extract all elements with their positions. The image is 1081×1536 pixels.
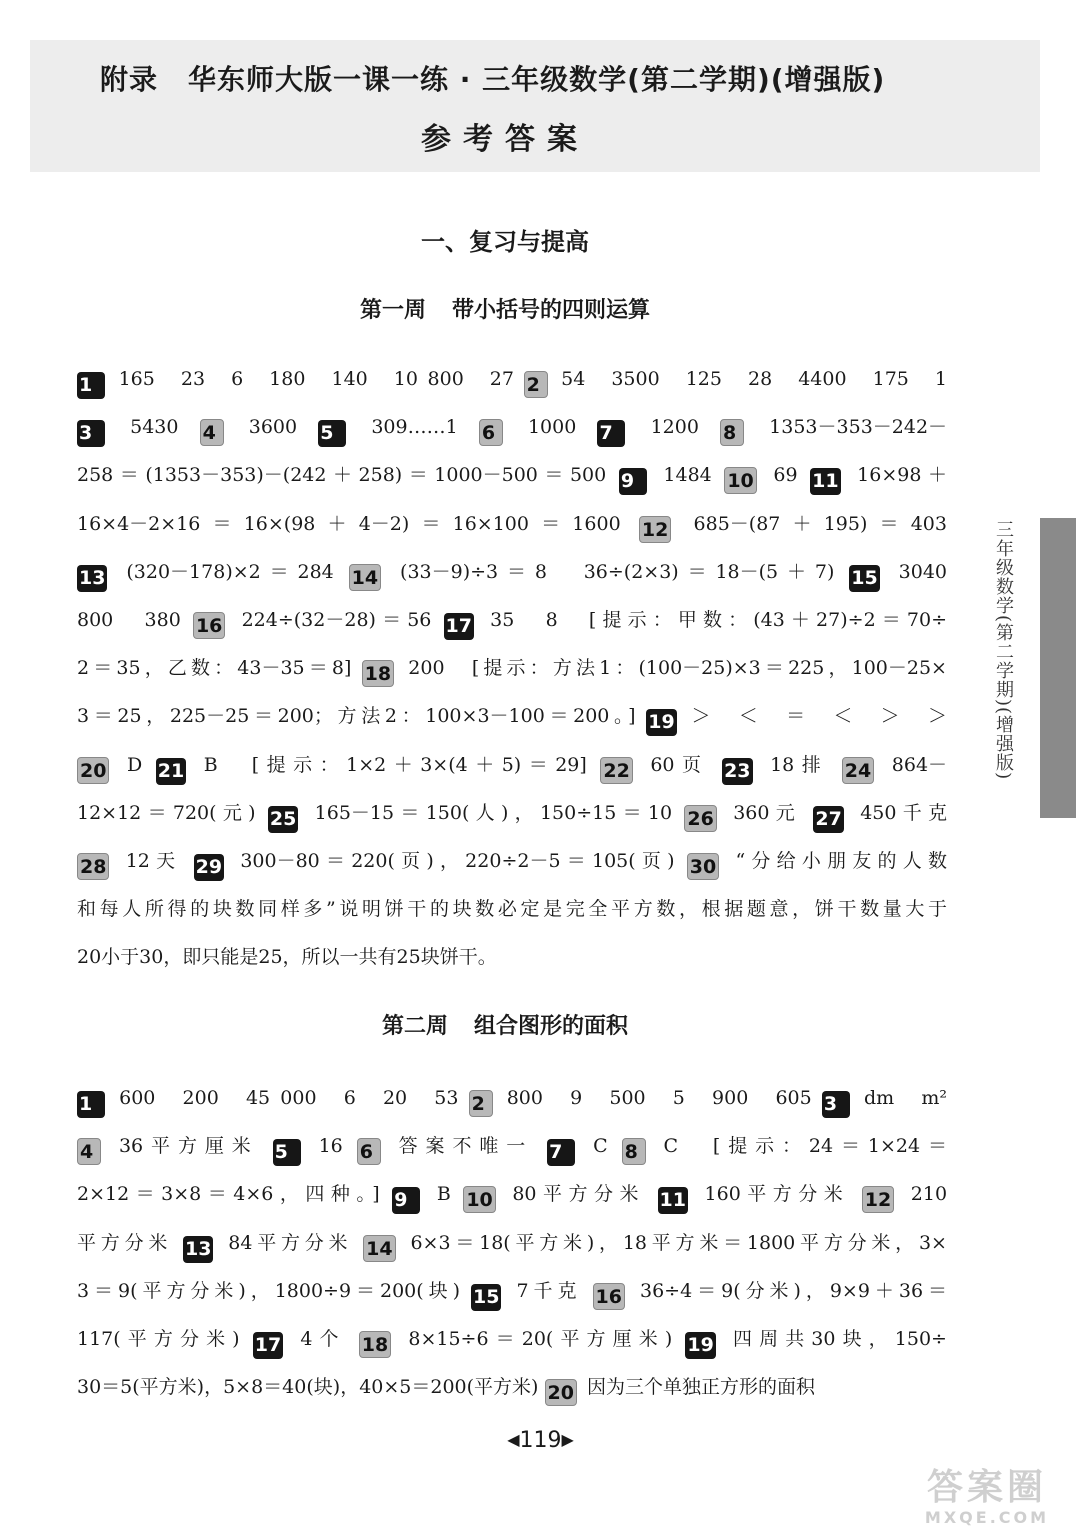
answer-line — [77, 548, 947, 596]
answer-text: 258＝(1353－353)－(242＋258)＝1000－500＝500 — [77, 464, 607, 487]
answer-text: 12×12＝720(元) — [77, 801, 256, 824]
answer-line — [77, 1315, 947, 1363]
answer-text: 35 8 [提示：甲数：(43＋27)÷2＝70÷ — [490, 608, 947, 631]
answer-text: 1484 — [663, 464, 712, 487]
question-number-badge: 2 — [469, 1090, 493, 1117]
answer-text: 450千克 — [860, 801, 948, 824]
question-number-badge: 27 — [813, 806, 843, 833]
answer-text: 160平方分米 — [704, 1183, 850, 1206]
question-number-badge: 9 — [392, 1187, 420, 1214]
answer-text: “分给小朋友的人数 — [735, 849, 947, 872]
watermark — [902, 1468, 1072, 1530]
answer-line — [77, 644, 947, 692]
question-number-badge: 20 — [77, 757, 109, 784]
question-number-badge: 18 — [359, 1331, 391, 1358]
side-tab — [1040, 518, 1076, 818]
question-number-badge: 2 — [524, 371, 548, 398]
appendix-label: 附录 — [100, 63, 159, 96]
question-number-badge: 14 — [363, 1235, 395, 1262]
answer-line — [77, 451, 947, 499]
question-number-badge: 5 — [273, 1139, 301, 1166]
answer-text: 117(平方分米) — [77, 1327, 240, 1350]
answer-text: B [提示：1×2＋3×(4＋5)＝29] — [203, 753, 587, 776]
week1-label: 第一周 — [359, 298, 426, 323]
question-number-badge: 3 — [822, 1091, 850, 1118]
answer-text: 36÷4＝9(分米)，9×9＋36＝ — [639, 1279, 948, 1302]
answer-text: 16×4－2×16＝16×(98＋4－2)＝16×100＝1600 — [77, 512, 621, 535]
question-number-badge: 14 — [349, 564, 381, 591]
answer-line — [77, 885, 947, 933]
question-number-badge: 28 — [77, 853, 109, 880]
answer-text: 答案不唯一 — [398, 1135, 534, 1158]
page-number — [470, 1422, 611, 1458]
answer-line — [77, 933, 947, 981]
answer-text: 360元 — [733, 801, 802, 824]
question-number-badge: 26 — [684, 805, 716, 832]
answer-line — [77, 403, 947, 451]
answer-text: 1000 — [527, 416, 577, 439]
answer-line — [77, 1074, 947, 1122]
answer-text: 6×3＝18(平方米)，18平方米＝1800平方分米，3× — [410, 1231, 947, 1254]
answer-text: 平方分米 — [77, 1231, 173, 1254]
question-number-badge: 16 — [193, 612, 225, 639]
section-title: 一、复习与提高 — [421, 228, 589, 256]
question-number-badge: 19 — [646, 709, 676, 736]
question-number-badge: 13 — [77, 565, 107, 592]
question-number-badge: 10 — [724, 467, 756, 494]
answer-text: 16×98＋ — [857, 464, 947, 487]
answer-text: 3＝25，225－25＝200；方法2：100×3－100＝200。] — [77, 705, 636, 728]
answer-text: 309……1 — [371, 416, 458, 439]
answer-text: 16 — [318, 1135, 343, 1158]
question-number-badge: 3 — [77, 420, 105, 447]
answer-text: 12天 — [125, 849, 182, 872]
answer-text: 3600 — [248, 416, 298, 439]
question-number-badge: 22 — [600, 757, 632, 784]
answer-text: 685－(87＋195)＝403 — [693, 512, 947, 535]
week2-title — [250, 1007, 760, 1047]
question-number-badge: 25 — [268, 806, 298, 833]
watermark-url: MXQE.COM — [924, 1508, 1050, 1527]
question-number-badge: 4 — [77, 1138, 101, 1165]
answer-text: 2×12＝3×8＝4×6，四种。] — [77, 1183, 380, 1206]
answer-text: 4个 — [300, 1327, 346, 1350]
answer-text: C [提示：24＝1×24＝ — [663, 1135, 948, 1158]
answer-text: 84平方分米 — [228, 1231, 353, 1254]
question-number-badge: 7 — [597, 420, 625, 447]
question-number-badge: 13 — [183, 1236, 213, 1263]
answer-line — [77, 837, 947, 885]
answer-line — [77, 596, 947, 644]
week1-answers — [77, 355, 947, 981]
answer-line — [77, 1219, 947, 1267]
answer-text: 7千克 — [516, 1279, 582, 1302]
side-label: 三年级数学(第二学期)(增强版) — [993, 520, 1014, 781]
answer-text: 224÷(32－28)＝56 — [241, 608, 432, 631]
question-number-badge: 1 — [77, 1091, 105, 1118]
answer-text: 800 380 — [77, 608, 181, 631]
question-number-badge: 24 — [842, 757, 874, 784]
question-number-badge: 11 — [658, 1187, 688, 1214]
question-number-badge: 11 — [810, 468, 840, 495]
left-triangle-icon: ◀ — [507, 1430, 520, 1449]
answer-text: (320－178)×2＝284 — [126, 560, 334, 583]
answer-text: 69 — [773, 464, 798, 487]
answer-line — [77, 1122, 947, 1170]
question-number-badge: 6 — [479, 419, 503, 446]
question-number-badge: 15 — [849, 565, 879, 592]
answer-text: 54 3500 125 28 4400 175 1 — [561, 368, 947, 390]
question-number-badge: 19 — [685, 1332, 715, 1359]
week2-topic: 组合图形的面积 — [474, 1014, 629, 1039]
question-number-badge: 9 — [619, 468, 647, 495]
question-number-badge: 12 — [639, 516, 671, 543]
watermark-logo: 答案圈 — [926, 1467, 1047, 1508]
answer-line — [77, 692, 947, 740]
answer-text: 800 9 500 5 900 605 — [506, 1087, 812, 1109]
answer-text: 2＝35，乙数：43－35＝8] — [77, 657, 352, 680]
answer-text: 36平方厘米 — [118, 1135, 259, 1158]
answer-text: 165－15＝150(人)，150÷15＝10 — [314, 801, 673, 824]
answer-text: 3＝9(平方分米)，1800÷9＝200(块) — [77, 1279, 461, 1302]
answer-text: ＞ ＜ ＝ ＜ ＞ ＞ — [691, 705, 947, 728]
answer-text: 864－ — [891, 753, 948, 776]
page-number-value: 119 — [519, 1428, 562, 1453]
answer-text: 1353－353－242－ — [769, 416, 948, 439]
answer-line — [77, 500, 947, 548]
answer-text: 30＝5(平方米)，5×8＝40(块)，40×5＝200(平方米) — [77, 1376, 539, 1399]
answer-text: 3040 — [898, 560, 948, 583]
week2-label: 第二周 — [381, 1014, 448, 1039]
question-number-badge: 15 — [471, 1284, 501, 1311]
answer-text: dm m² — [863, 1087, 947, 1109]
question-number-badge: 4 — [200, 419, 224, 446]
answer-text: 60页 — [650, 753, 709, 776]
answer-line — [77, 789, 947, 837]
answer-line — [77, 355, 947, 403]
question-number-badge: 29 — [194, 854, 224, 881]
question-number-badge: 6 — [357, 1138, 381, 1165]
answer-text: 200 [提示：方法1：(100－25)×3＝225，100－25× — [408, 657, 947, 680]
week1-title — [250, 291, 760, 331]
answer-text: 20小于30，即只能是25，所以一共有25块饼干。 — [77, 946, 497, 969]
question-number-badge: 18 — [362, 660, 394, 687]
answer-text: 18排 — [770, 753, 829, 776]
answer-text: C — [593, 1135, 608, 1158]
answer-text: 和每人所得的块数同样多”说明饼干的块数必定是完全平方数，根据题意，饼干数量大于 — [77, 898, 947, 921]
answer-text: D — [127, 753, 143, 776]
answer-text: 8×15÷6＝20(平方厘米) — [408, 1327, 673, 1350]
answer-line — [77, 1170, 947, 1218]
answer-text: (33－9)÷3＝8 36÷(2×3)＝18－(5＋7) — [400, 560, 835, 583]
book-title: 华东师大版一课一练 · 三年级数学(第二学期)(增强版) — [188, 63, 886, 96]
week2-answers — [77, 1074, 947, 1411]
answer-text: 165 23 6 180 140 10 800 27 — [118, 368, 514, 390]
answer-text: B — [436, 1183, 451, 1206]
answer-line — [77, 741, 947, 789]
question-number-badge: 8 — [720, 419, 744, 446]
question-number-badge: 8 — [622, 1138, 646, 1165]
question-number-badge: 10 — [463, 1186, 495, 1213]
question-number-badge: 21 — [156, 758, 186, 785]
answer-line — [77, 1363, 947, 1411]
question-number-badge: 12 — [862, 1186, 894, 1213]
book-header — [100, 60, 960, 100]
question-number-badge: 5 — [318, 420, 346, 447]
answer-text: 5430 — [130, 416, 179, 439]
question-number-badge: 30 — [687, 853, 719, 880]
answer-text: 四周共30块，150÷ — [733, 1327, 947, 1350]
question-number-badge: 23 — [722, 758, 752, 785]
answer-title: 参考答案 — [421, 122, 589, 157]
answer-text: 80平方分米 — [512, 1183, 645, 1206]
answer-text: 1200 — [650, 416, 699, 439]
right-triangle-icon: ▶ — [561, 1430, 574, 1449]
question-number-badge: 7 — [547, 1139, 575, 1166]
answer-text: 300－80＝220(页)，220÷2－5＝105(页) — [240, 849, 675, 872]
answer-text: 因为三个单独正方形的面积 — [587, 1376, 816, 1399]
question-number-badge: 17 — [253, 1332, 283, 1359]
question-number-badge: 20 — [545, 1379, 577, 1406]
answer-line — [77, 1267, 947, 1315]
question-number-badge: 17 — [444, 613, 474, 640]
answer-text: 600 200 45 000 6 20 53 — [119, 1087, 459, 1109]
question-number-badge: 1 — [77, 372, 105, 399]
week1-topic: 带小括号的四则运算 — [452, 298, 651, 323]
answer-text: 210 — [910, 1183, 948, 1206]
question-number-badge: 16 — [593, 1283, 625, 1310]
